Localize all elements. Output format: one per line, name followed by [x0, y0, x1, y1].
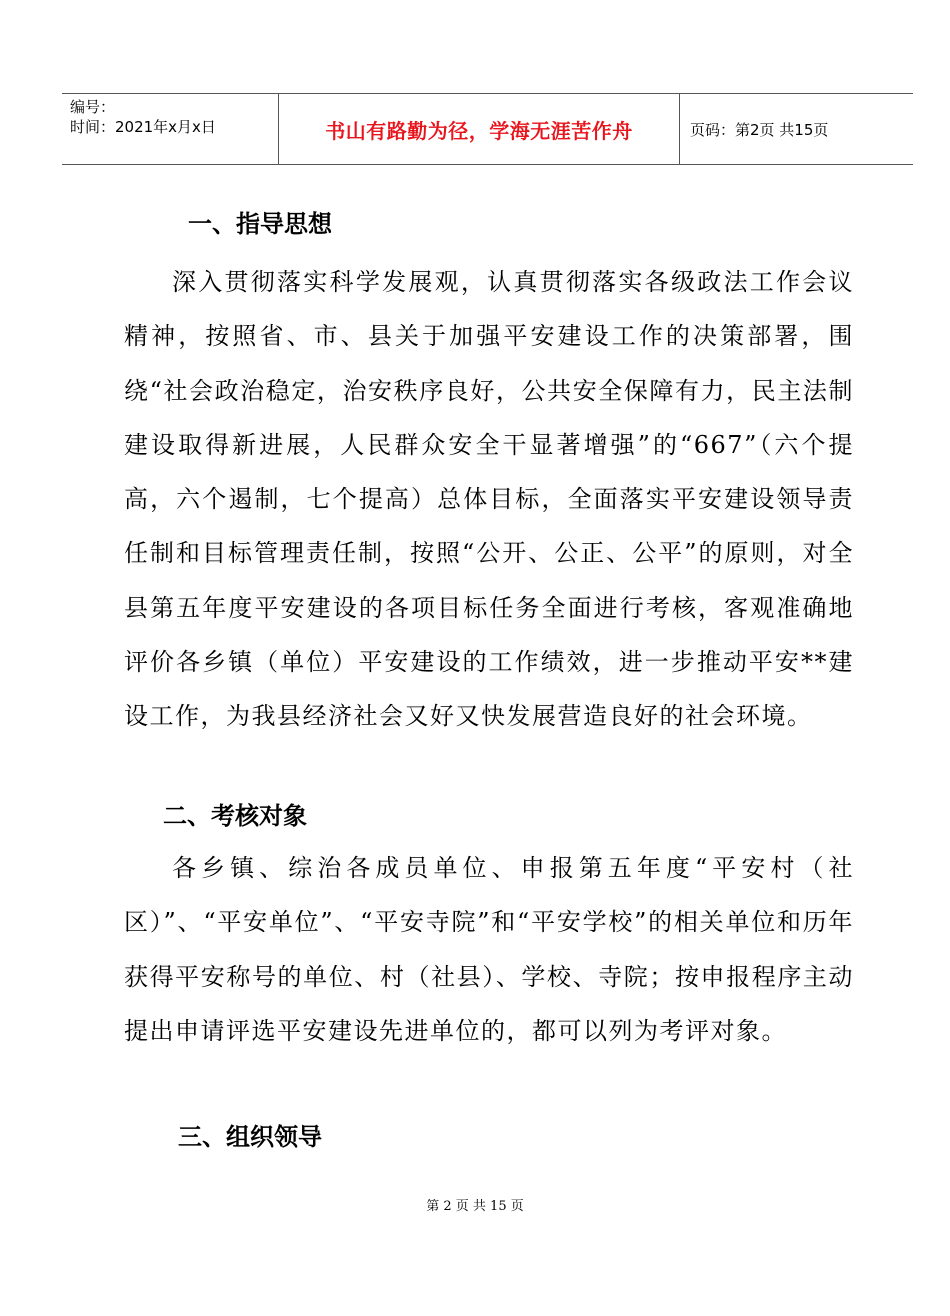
- header-motto-cell: [279, 94, 680, 164]
- header-motto: 书山有路勤为径，学海无涯苦作舟: [325, 118, 633, 143]
- document-number-label: 编号：: [70, 98, 116, 116]
- section-paragraph-guiding-ideology: 深入贯彻落实科学发展观，认真贯彻落实各级政法工作会议精神，按照省、市、县关于加强平安建设工作的决策部署，围绕“社会政治稳定，治安秩序良好，公共安全保障有力，民主法制建设取得新进展，人民群众安全干显著增强”的“667”（六个提高，六个遏制，七个提高）总体目标，全面落实平安建设领导责任制和目标管理责任制，按照“公开、公正、公平”的原则，对全县第五年度平安建设的各项目标任务全面进行考核，客观准确地评价各乡镇（单位）平安建设的工作绩效，进一步推动平安**建设工作，为我县经济社会又好又快发展营造良好的社会环境。: [124, 268, 854, 731]
- header-page-cell: [680, 94, 913, 164]
- header-page-info: 页码：第2页 共15页: [690, 120, 829, 139]
- page-footer: 第 2 页 共 15 页: [426, 1199, 524, 1214]
- document-header: [62, 93, 913, 165]
- section-heading-organization-leadership: 三、组织领导: [178, 1123, 322, 1151]
- section-heading-guiding-ideology: 一、指导思想: [188, 210, 332, 238]
- header-meta-cell: [62, 94, 279, 164]
- document-date-label: 时间：2021年x月x日: [70, 118, 216, 136]
- section-heading-assessment-targets: 二、考核对象: [163, 802, 307, 830]
- section-paragraph-assessment-targets: 各乡镇、综治各成员单位、申报第五年度“平安村（社区）”、“平安单位”、“平安寺院”和“平安学校”的相关单位和历年获得平安称号的单位、村（社县）、学校、寺院；按申报程序主动提出申请评选平安建设先进单位的，都可以列为考评对象。: [124, 854, 854, 1045]
